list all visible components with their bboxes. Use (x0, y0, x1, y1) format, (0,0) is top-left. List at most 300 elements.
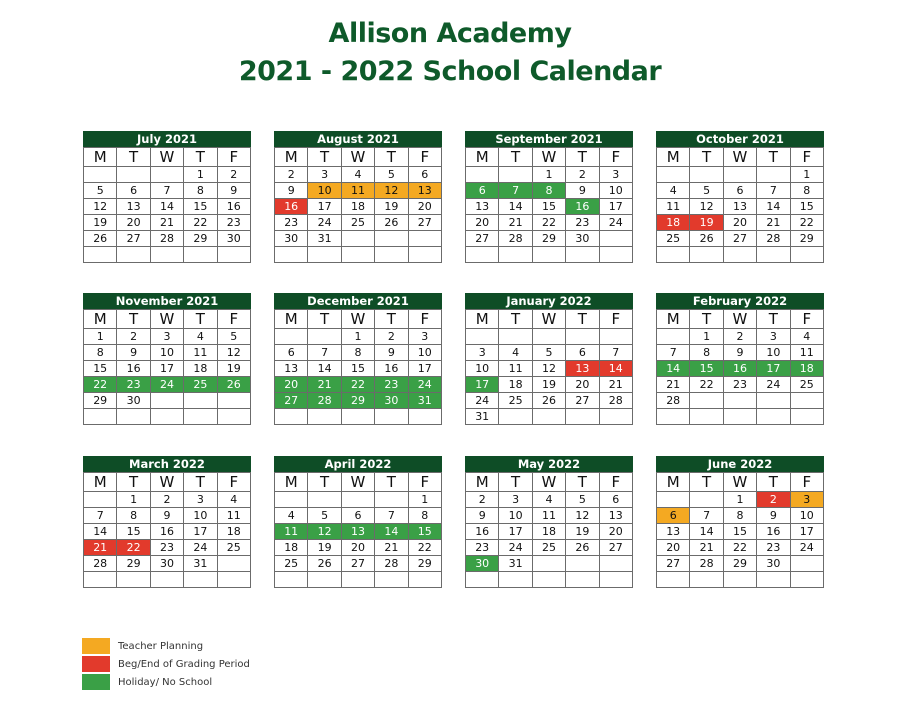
day-cell: 20 (599, 524, 632, 540)
day-cell: 28 (150, 231, 183, 247)
day-cell: 17 (499, 524, 532, 540)
week-row (275, 345, 442, 361)
day-cell: 7 (599, 345, 632, 361)
day-cell: 24 (184, 540, 217, 556)
day-cell: 28 (657, 393, 690, 409)
day-cell: 21 (375, 540, 408, 556)
day-cell: 19 (217, 361, 250, 377)
day-cell: 14 (599, 361, 632, 377)
day-cell: 5 (84, 183, 117, 199)
month-header: May 2022 (465, 456, 633, 472)
day-cell: 15 (117, 524, 150, 540)
day-cell: 4 (275, 508, 308, 524)
day-cell: 29 (117, 556, 150, 572)
month-table (656, 147, 824, 263)
day-cell: 9 (466, 508, 499, 524)
empty-cell (599, 247, 632, 263)
legend-swatch-red (82, 656, 110, 672)
day-cell: 15 (184, 199, 217, 215)
day-cell: 7 (757, 183, 790, 199)
day-cell: 2 (566, 167, 599, 183)
day-cell: 4 (217, 492, 250, 508)
empty-cell (375, 492, 408, 508)
legend (82, 637, 250, 691)
weekday-label: W (341, 148, 374, 167)
week-row (657, 247, 824, 263)
empty-cell (408, 409, 441, 425)
day-cell: 23 (275, 215, 308, 231)
empty-cell (308, 492, 341, 508)
weekday-label: M (657, 148, 690, 167)
week-row (275, 231, 442, 247)
empty-cell (499, 167, 532, 183)
day-cell: 20 (117, 215, 150, 231)
day-cell: 23 (117, 377, 150, 393)
day-cell: 23 (217, 215, 250, 231)
day-cell: 22 (790, 215, 823, 231)
empty-cell (341, 247, 374, 263)
day-cell: 26 (375, 215, 408, 231)
day-cell: 20 (466, 215, 499, 231)
day-cell: 24 (308, 215, 341, 231)
day-cell: 31 (466, 409, 499, 425)
day-cell: 13 (275, 361, 308, 377)
day-cell: 24 (408, 377, 441, 393)
day-cell: 27 (117, 231, 150, 247)
day-cell: 8 (408, 508, 441, 524)
empty-cell (757, 393, 790, 409)
day-cell: 2 (466, 492, 499, 508)
day-cell: 22 (690, 377, 723, 393)
day-cell: 27 (566, 393, 599, 409)
month-may-2022 (465, 456, 633, 588)
weekday-label: F (217, 148, 250, 167)
empty-cell (790, 572, 823, 588)
weekday-label: M (466, 310, 499, 329)
day-cell: 10 (150, 345, 183, 361)
day-cell: 29 (341, 393, 374, 409)
day-cell: 27 (723, 231, 756, 247)
week-row (84, 572, 251, 588)
month-header: February 2022 (656, 293, 824, 309)
month-december-2021 (274, 293, 442, 425)
day-cell: 1 (184, 167, 217, 183)
empty-cell (723, 167, 756, 183)
day-cell: 1 (117, 492, 150, 508)
day-cell: 3 (599, 167, 632, 183)
empty-cell (599, 231, 632, 247)
day-cell: 19 (566, 524, 599, 540)
day-cell: 30 (466, 556, 499, 572)
day-cell: 15 (690, 361, 723, 377)
day-cell: 24 (599, 215, 632, 231)
month-header: January 2022 (465, 293, 633, 309)
day-cell: 14 (757, 199, 790, 215)
empty-cell (84, 572, 117, 588)
weekday-label: T (566, 473, 599, 492)
weekday-label: W (723, 473, 756, 492)
day-cell: 1 (723, 492, 756, 508)
empty-cell (217, 247, 250, 263)
empty-cell (117, 409, 150, 425)
day-cell: 23 (466, 540, 499, 556)
day-cell: 26 (217, 377, 250, 393)
day-cell: 30 (375, 393, 408, 409)
day-cell: 21 (657, 377, 690, 393)
day-cell: 11 (790, 345, 823, 361)
day-cell: 6 (466, 183, 499, 199)
empty-cell (217, 572, 250, 588)
week-row (657, 215, 824, 231)
day-cell: 20 (341, 540, 374, 556)
empty-cell (532, 572, 565, 588)
weekday-label: W (723, 310, 756, 329)
empty-cell (566, 329, 599, 345)
day-cell: 31 (408, 393, 441, 409)
day-cell: 13 (341, 524, 374, 540)
day-cell: 18 (341, 199, 374, 215)
weekday-label: M (275, 148, 308, 167)
day-cell: 26 (532, 393, 565, 409)
day-cell: 17 (757, 361, 790, 377)
week-row (84, 215, 251, 231)
day-cell: 16 (375, 361, 408, 377)
empty-cell (532, 556, 565, 572)
week-row (84, 247, 251, 263)
month-header: November 2021 (83, 293, 251, 309)
week-row (84, 393, 251, 409)
empty-cell (532, 409, 565, 425)
day-cell: 27 (341, 556, 374, 572)
empty-cell (599, 409, 632, 425)
day-cell: 10 (184, 508, 217, 524)
day-cell: 9 (275, 183, 308, 199)
day-cell: 14 (657, 361, 690, 377)
weekday-label: M (275, 473, 308, 492)
day-cell: 9 (375, 345, 408, 361)
day-cell: 6 (566, 345, 599, 361)
weekday-label: F (790, 310, 823, 329)
day-cell: 19 (84, 215, 117, 231)
legend-label: Beg/End of Grading Period (118, 658, 250, 670)
empty-cell (150, 167, 183, 183)
day-cell: 27 (599, 540, 632, 556)
day-cell: 12 (375, 183, 408, 199)
empty-cell (790, 247, 823, 263)
day-cell: 1 (341, 329, 374, 345)
day-cell: 7 (499, 183, 532, 199)
day-cell: 11 (657, 199, 690, 215)
day-cell: 3 (499, 492, 532, 508)
day-cell: 29 (408, 556, 441, 572)
day-cell: 10 (308, 183, 341, 199)
day-cell: 14 (150, 199, 183, 215)
week-row (275, 556, 442, 572)
day-cell: 12 (532, 361, 565, 377)
empty-cell (184, 572, 217, 588)
month-header: September 2021 (465, 131, 633, 147)
empty-cell (657, 247, 690, 263)
empty-cell (657, 572, 690, 588)
day-cell: 22 (341, 377, 374, 393)
empty-cell (308, 572, 341, 588)
empty-cell (657, 492, 690, 508)
week-row (466, 183, 633, 199)
day-cell: 27 (657, 556, 690, 572)
empty-cell (275, 572, 308, 588)
month-table (83, 147, 251, 263)
week-row (466, 215, 633, 231)
week-row (84, 329, 251, 345)
day-cell: 23 (375, 377, 408, 393)
day-cell: 18 (499, 377, 532, 393)
day-cell: 11 (341, 183, 374, 199)
empty-cell (690, 167, 723, 183)
week-row (275, 508, 442, 524)
day-cell: 17 (790, 524, 823, 540)
empty-cell (308, 247, 341, 263)
empty-cell (566, 409, 599, 425)
weekday-label: W (150, 148, 183, 167)
day-cell: 22 (532, 215, 565, 231)
weekday-label: T (566, 310, 599, 329)
day-cell: 4 (532, 492, 565, 508)
day-cell: 13 (723, 199, 756, 215)
empty-cell (308, 409, 341, 425)
day-cell: 9 (566, 183, 599, 199)
weekday-label: W (532, 473, 565, 492)
weekday-row (84, 310, 251, 329)
day-cell: 16 (150, 524, 183, 540)
weekday-row (275, 310, 442, 329)
day-cell: 21 (308, 377, 341, 393)
month-table (83, 472, 251, 588)
day-cell: 17 (599, 199, 632, 215)
day-cell: 28 (757, 231, 790, 247)
empty-cell (657, 409, 690, 425)
empty-cell (117, 572, 150, 588)
day-cell: 20 (566, 377, 599, 393)
weekday-label: T (375, 473, 408, 492)
day-cell: 9 (150, 508, 183, 524)
day-cell: 31 (499, 556, 532, 572)
day-cell: 25 (184, 377, 217, 393)
day-cell: 31 (308, 231, 341, 247)
weekday-label: M (466, 473, 499, 492)
week-row (657, 361, 824, 377)
page-title: Allison Academy (328, 18, 572, 49)
month-march-2022 (83, 456, 251, 588)
day-cell: 22 (84, 377, 117, 393)
day-cell: 21 (499, 215, 532, 231)
day-cell: 13 (599, 508, 632, 524)
day-cell: 9 (117, 345, 150, 361)
empty-cell (466, 247, 499, 263)
empty-cell (532, 329, 565, 345)
weekday-label: T (308, 148, 341, 167)
month-header: July 2021 (83, 131, 251, 147)
day-cell: 11 (532, 508, 565, 524)
day-cell: 4 (790, 329, 823, 345)
week-row (657, 492, 824, 508)
day-cell: 6 (275, 345, 308, 361)
weekday-label: T (566, 148, 599, 167)
empty-cell (657, 329, 690, 345)
day-cell: 6 (408, 167, 441, 183)
month-table (465, 147, 633, 263)
week-row (657, 540, 824, 556)
empty-cell (466, 167, 499, 183)
month-september-2021 (465, 131, 633, 263)
week-row (657, 508, 824, 524)
empty-cell (599, 556, 632, 572)
day-cell: 21 (599, 377, 632, 393)
empty-cell (408, 247, 441, 263)
week-row (466, 572, 633, 588)
empty-cell (184, 247, 217, 263)
day-cell: 8 (790, 183, 823, 199)
weekday-row (275, 473, 442, 492)
day-cell: 21 (150, 215, 183, 231)
week-row (657, 167, 824, 183)
week-row (466, 556, 633, 572)
day-cell: 8 (723, 508, 756, 524)
weekday-label: T (117, 148, 150, 167)
empty-cell (275, 329, 308, 345)
weekday-row (657, 473, 824, 492)
week-row (657, 556, 824, 572)
day-cell: 3 (757, 329, 790, 345)
month-january-2022 (465, 293, 633, 425)
empty-cell (499, 247, 532, 263)
week-row (657, 393, 824, 409)
day-cell: 11 (217, 508, 250, 524)
day-cell: 11 (499, 361, 532, 377)
weekday-row (275, 148, 442, 167)
day-cell: 17 (466, 377, 499, 393)
empty-cell (657, 167, 690, 183)
day-cell: 29 (532, 231, 565, 247)
day-cell: 5 (532, 345, 565, 361)
day-cell: 3 (150, 329, 183, 345)
week-row (275, 409, 442, 425)
weekday-label: T (690, 148, 723, 167)
day-cell: 3 (466, 345, 499, 361)
day-cell: 2 (117, 329, 150, 345)
week-row (275, 199, 442, 215)
day-cell: 12 (690, 199, 723, 215)
day-cell: 5 (217, 329, 250, 345)
day-cell: 17 (408, 361, 441, 377)
day-cell: 13 (408, 183, 441, 199)
empty-cell (690, 492, 723, 508)
month-table (465, 309, 633, 425)
day-cell: 18 (657, 215, 690, 231)
day-cell: 11 (275, 524, 308, 540)
day-cell: 30 (217, 231, 250, 247)
legend-swatch-orange (82, 638, 110, 654)
month-june-2022 (656, 456, 824, 588)
weekday-label: F (790, 148, 823, 167)
empty-cell (308, 329, 341, 345)
legend-item-teacher-planning (82, 637, 250, 655)
day-cell: 8 (117, 508, 150, 524)
weekday-label: W (723, 148, 756, 167)
week-row (275, 215, 442, 231)
weekday-label: T (757, 310, 790, 329)
empty-cell (217, 556, 250, 572)
day-cell: 15 (84, 361, 117, 377)
legend-item-grading-period (82, 655, 250, 673)
day-cell: 10 (599, 183, 632, 199)
month-table (274, 309, 442, 425)
day-cell: 6 (723, 183, 756, 199)
day-cell: 25 (532, 540, 565, 556)
empty-cell (341, 572, 374, 588)
weekday-label: F (599, 473, 632, 492)
week-row (466, 393, 633, 409)
empty-cell (408, 231, 441, 247)
weekday-label: T (499, 310, 532, 329)
day-cell: 8 (690, 345, 723, 361)
day-cell: 23 (566, 215, 599, 231)
week-row (466, 199, 633, 215)
empty-cell (375, 409, 408, 425)
day-cell: 21 (690, 540, 723, 556)
week-row (275, 361, 442, 377)
day-cell: 24 (790, 540, 823, 556)
day-cell: 30 (757, 556, 790, 572)
week-row (275, 492, 442, 508)
empty-cell (275, 492, 308, 508)
day-cell: 18 (790, 361, 823, 377)
weekday-label: M (84, 310, 117, 329)
day-cell: 26 (690, 231, 723, 247)
day-cell: 10 (408, 345, 441, 361)
weekday-label: T (184, 310, 217, 329)
empty-cell (375, 231, 408, 247)
weekday-row (657, 148, 824, 167)
day-cell: 23 (757, 540, 790, 556)
week-row (466, 329, 633, 345)
day-cell: 2 (275, 167, 308, 183)
day-cell: 4 (499, 345, 532, 361)
week-row (275, 572, 442, 588)
empty-cell (532, 247, 565, 263)
day-cell: 28 (375, 556, 408, 572)
day-cell: 22 (723, 540, 756, 556)
day-cell: 7 (308, 345, 341, 361)
week-row (84, 183, 251, 199)
day-cell: 10 (757, 345, 790, 361)
day-cell: 2 (375, 329, 408, 345)
day-cell: 1 (790, 167, 823, 183)
weekday-row (466, 310, 633, 329)
day-cell: 3 (790, 492, 823, 508)
week-row (84, 199, 251, 215)
month-table (465, 472, 633, 588)
week-row (84, 540, 251, 556)
weekday-label: F (217, 473, 250, 492)
day-cell: 5 (308, 508, 341, 524)
day-cell: 7 (657, 345, 690, 361)
day-cell: 26 (566, 540, 599, 556)
day-cell: 17 (308, 199, 341, 215)
weekday-label: T (757, 473, 790, 492)
day-cell: 17 (184, 524, 217, 540)
empty-cell (341, 409, 374, 425)
day-cell: 16 (275, 199, 308, 215)
